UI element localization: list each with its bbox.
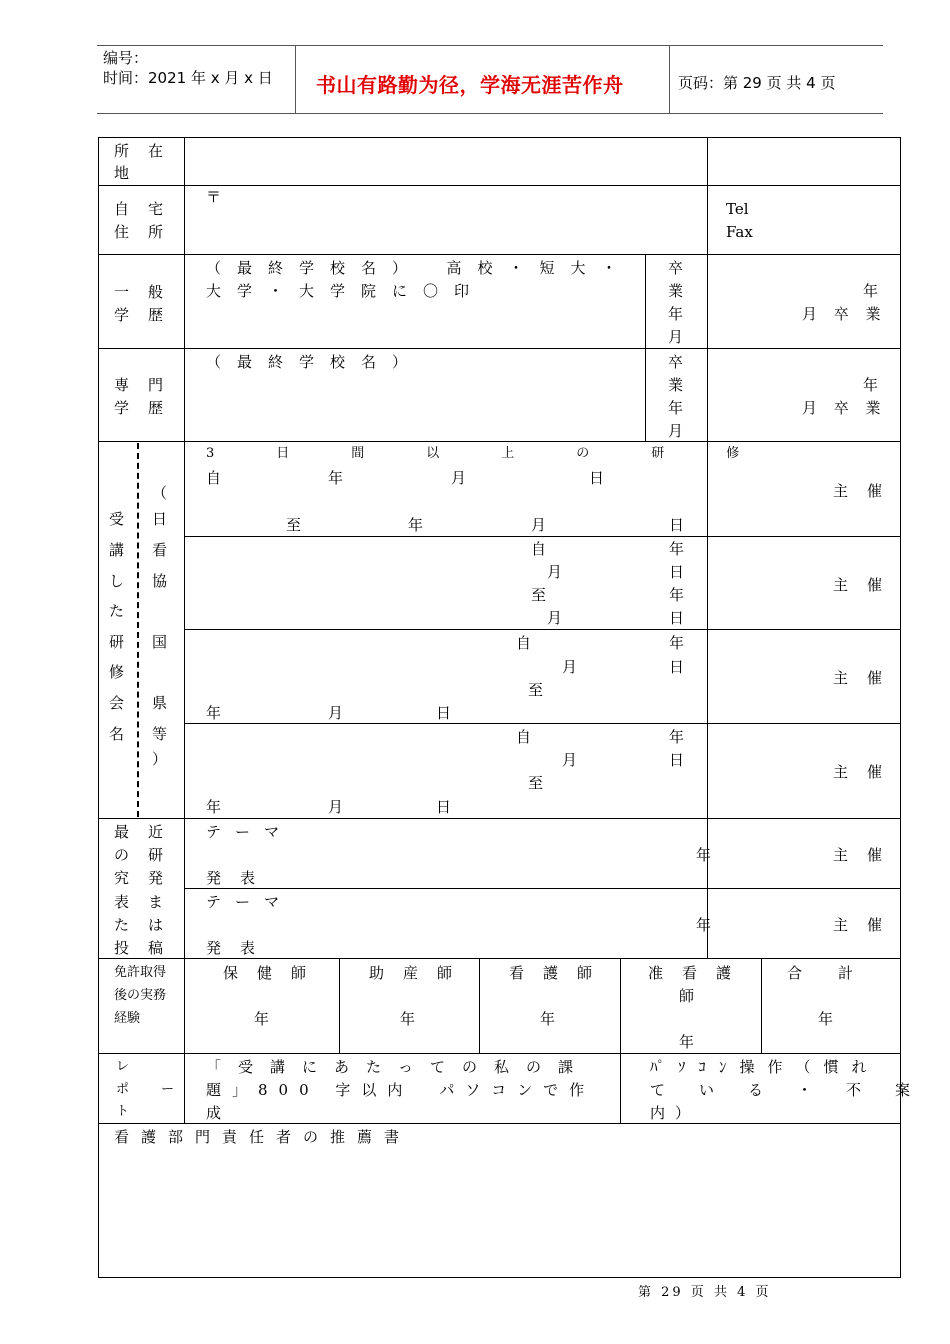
license-label: 後の実務 <box>114 988 167 1003</box>
report-label: レ <box>116 1059 132 1074</box>
training-month: 月 <box>562 751 580 769</box>
training-label: 名 <box>109 725 127 743</box>
training-year: 年 <box>669 540 687 558</box>
pc-skill-text: ﾊﾟｿｺﾝ操作（慣れ <box>650 1058 880 1076</box>
training-to: 至 <box>528 774 546 792</box>
pc-skill-text: ている・不案 <box>650 1081 945 1099</box>
grad-label: 月 <box>668 422 686 440</box>
recent-label: 表 ま <box>114 893 166 911</box>
col-line <box>707 818 708 958</box>
report-label: ポ ー <box>116 1082 177 1097</box>
report-text: 「受講にあたっての私の課 <box>206 1058 591 1076</box>
training-month: 月 <box>328 704 346 722</box>
grad-label: 卒 <box>668 353 686 371</box>
nurse: 看 護 師 <box>509 964 595 982</box>
edu-general-text: （最終学校名） 高校・短大・ <box>206 259 633 277</box>
postal-mark: 〒 <box>206 188 224 206</box>
theme-label: テーマ <box>206 893 294 911</box>
host-label: 主 催 <box>833 763 885 781</box>
training-label: 研 <box>109 633 127 651</box>
row-line <box>184 629 901 630</box>
grad-year: 年 <box>863 282 881 300</box>
grad-label: 卒 <box>668 259 686 277</box>
training-year: 年 <box>328 469 346 487</box>
label-home: 住 所 <box>114 223 166 241</box>
training-sub: ） <box>152 750 170 768</box>
grad-year: 年 <box>863 376 881 394</box>
experience-year: 年 <box>679 1033 697 1051</box>
label-edu-special: 学 歴 <box>114 399 166 417</box>
recent-label: の 研 <box>114 846 166 864</box>
edu-general-text: 大学・大学院に〇印 <box>206 282 486 300</box>
training-sub: （ <box>152 484 170 502</box>
col-line <box>707 137 708 818</box>
training-to: 至 <box>528 681 546 699</box>
training-label: し <box>109 572 127 590</box>
row-line <box>98 348 901 349</box>
edu-special-text: （最終学校名） <box>206 353 424 371</box>
training-sub: 日 <box>152 510 170 528</box>
row-line <box>98 441 901 442</box>
fax-label: Fax <box>726 223 753 241</box>
grad-label: 業 <box>668 282 686 300</box>
report-label: ト <box>116 1104 132 1119</box>
header-divider-1 <box>295 46 296 114</box>
col-line <box>184 137 185 1053</box>
header-code-label: 编号： <box>103 49 149 67</box>
training-sub: 看 <box>152 541 170 559</box>
experience-year: 年 <box>254 1010 272 1028</box>
col-line <box>184 1053 185 1123</box>
pc-skill-text: 内） <box>650 1104 701 1122</box>
training-day: 日 <box>589 469 607 487</box>
training-day: 日 <box>669 516 687 534</box>
recent-label: 最 近 <box>114 823 166 841</box>
training-sub: 等 <box>152 725 170 743</box>
training-year: 年 <box>206 704 224 722</box>
grad-month: 月 卒 業 <box>802 305 887 323</box>
training-label: 修 <box>109 663 127 681</box>
training-from: 自 <box>516 728 534 746</box>
page-footer: 第 29 页 共 4 页 <box>638 1285 772 1300</box>
label-home: 自 宅 <box>114 200 166 218</box>
col-line <box>645 254 646 441</box>
training-day: 日 <box>436 704 454 722</box>
training-year: 年 <box>669 634 687 652</box>
training-sub: 国 <box>152 633 170 651</box>
training-label: た <box>109 602 127 620</box>
row-line <box>98 1053 901 1054</box>
training-day: 日 <box>669 658 687 676</box>
grad-label: 年 <box>668 399 686 417</box>
header-bottom-rule <box>97 113 883 114</box>
col-line <box>339 958 340 1053</box>
training-note: 3 日 間 以 上 の 研 修 <box>206 446 752 461</box>
header-page-info: 页码：第 29 页 共 4 页 <box>678 74 836 92</box>
theme-label: テーマ <box>206 823 294 841</box>
total-label: 合 計 <box>787 964 856 982</box>
training-day: 日 <box>669 609 687 627</box>
report-text: 成 <box>206 1104 224 1122</box>
host-label: 主 催 <box>833 576 885 594</box>
recent-label: 投 稿 <box>114 939 166 957</box>
training-day: 日 <box>669 563 687 581</box>
label-edu-general: 一 般 <box>114 283 166 301</box>
public-health-nurse: 保 健 師 <box>223 964 309 982</box>
recent-label: た は <box>114 916 166 934</box>
grad-label: 月 <box>668 328 686 346</box>
training-label: 会 <box>109 694 127 712</box>
midwife: 助 産 師 <box>369 964 455 982</box>
grad-label: 年 <box>668 305 686 323</box>
training-day: 日 <box>669 751 687 769</box>
training-sub: 協 <box>152 572 170 590</box>
presentation-label: 発 表 <box>206 939 258 957</box>
report-text: 題」800 字以内 パソコンで作 <box>206 1081 596 1099</box>
assoc-nurse: 准 看 護 <box>648 964 734 982</box>
training-month: 月 <box>547 609 565 627</box>
training-from: 自 <box>516 634 534 652</box>
host-label: 主 催 <box>833 669 885 687</box>
training-year: 年 <box>206 798 224 816</box>
row-line <box>98 254 901 255</box>
label-location: 所 在 <box>114 142 166 160</box>
grad-label: 業 <box>668 376 686 394</box>
header-slogan: 书山有路勤为径，学海无涯苦作舟 <box>316 73 624 97</box>
training-month: 月 <box>328 798 346 816</box>
training-from: 自 <box>206 469 224 487</box>
recommendation-label: 看護部門責任者の推薦書 <box>114 1128 412 1146</box>
presentation-year: 年 <box>696 846 714 864</box>
training-month: 月 <box>451 469 469 487</box>
host-label: 主 催 <box>833 482 885 500</box>
header-top-rule <box>97 45 883 46</box>
header-time-label: 时间：2021 年 x 月 x 日 <box>103 69 273 87</box>
assoc-nurse: 師 <box>679 987 697 1005</box>
label-edu-special: 専 門 <box>114 376 166 394</box>
recent-label: 究 発 <box>114 869 166 887</box>
training-label: 受 <box>109 510 127 528</box>
training-dashed-divider <box>137 443 139 817</box>
presentation-year: 年 <box>696 916 714 934</box>
training-year: 年 <box>408 516 426 534</box>
host-label: 主 催 <box>833 846 885 864</box>
training-to: 至 <box>286 516 304 534</box>
training-day: 日 <box>436 798 454 816</box>
label-edu-general: 学 歴 <box>114 306 166 324</box>
grad-month: 月 卒 業 <box>802 399 887 417</box>
training-year: 年 <box>669 586 687 604</box>
col-line <box>479 958 480 1053</box>
license-label: 免許取得 <box>114 965 167 980</box>
training-month: 月 <box>547 563 565 581</box>
col-line <box>620 958 621 1123</box>
experience-year: 年 <box>540 1010 558 1028</box>
training-to: 至 <box>531 586 549 604</box>
row-line <box>184 723 901 724</box>
training-month: 月 <box>531 516 549 534</box>
label-location: 地 <box>114 164 132 182</box>
training-label: 講 <box>109 541 127 559</box>
row-line <box>184 888 901 889</box>
host-label: 主 催 <box>833 916 885 934</box>
presentation-label: 発 表 <box>206 869 258 887</box>
training-sub: 県 <box>152 694 170 712</box>
col-line <box>761 958 762 1053</box>
experience-year: 年 <box>400 1010 418 1028</box>
license-label: 経験 <box>114 1011 141 1026</box>
experience-year: 年 <box>818 1010 836 1028</box>
tel-label: Tel <box>726 200 749 218</box>
training-from: 自 <box>531 540 549 558</box>
header-divider-2 <box>669 46 670 114</box>
training-year: 年 <box>669 728 687 746</box>
training-month: 月 <box>562 658 580 676</box>
